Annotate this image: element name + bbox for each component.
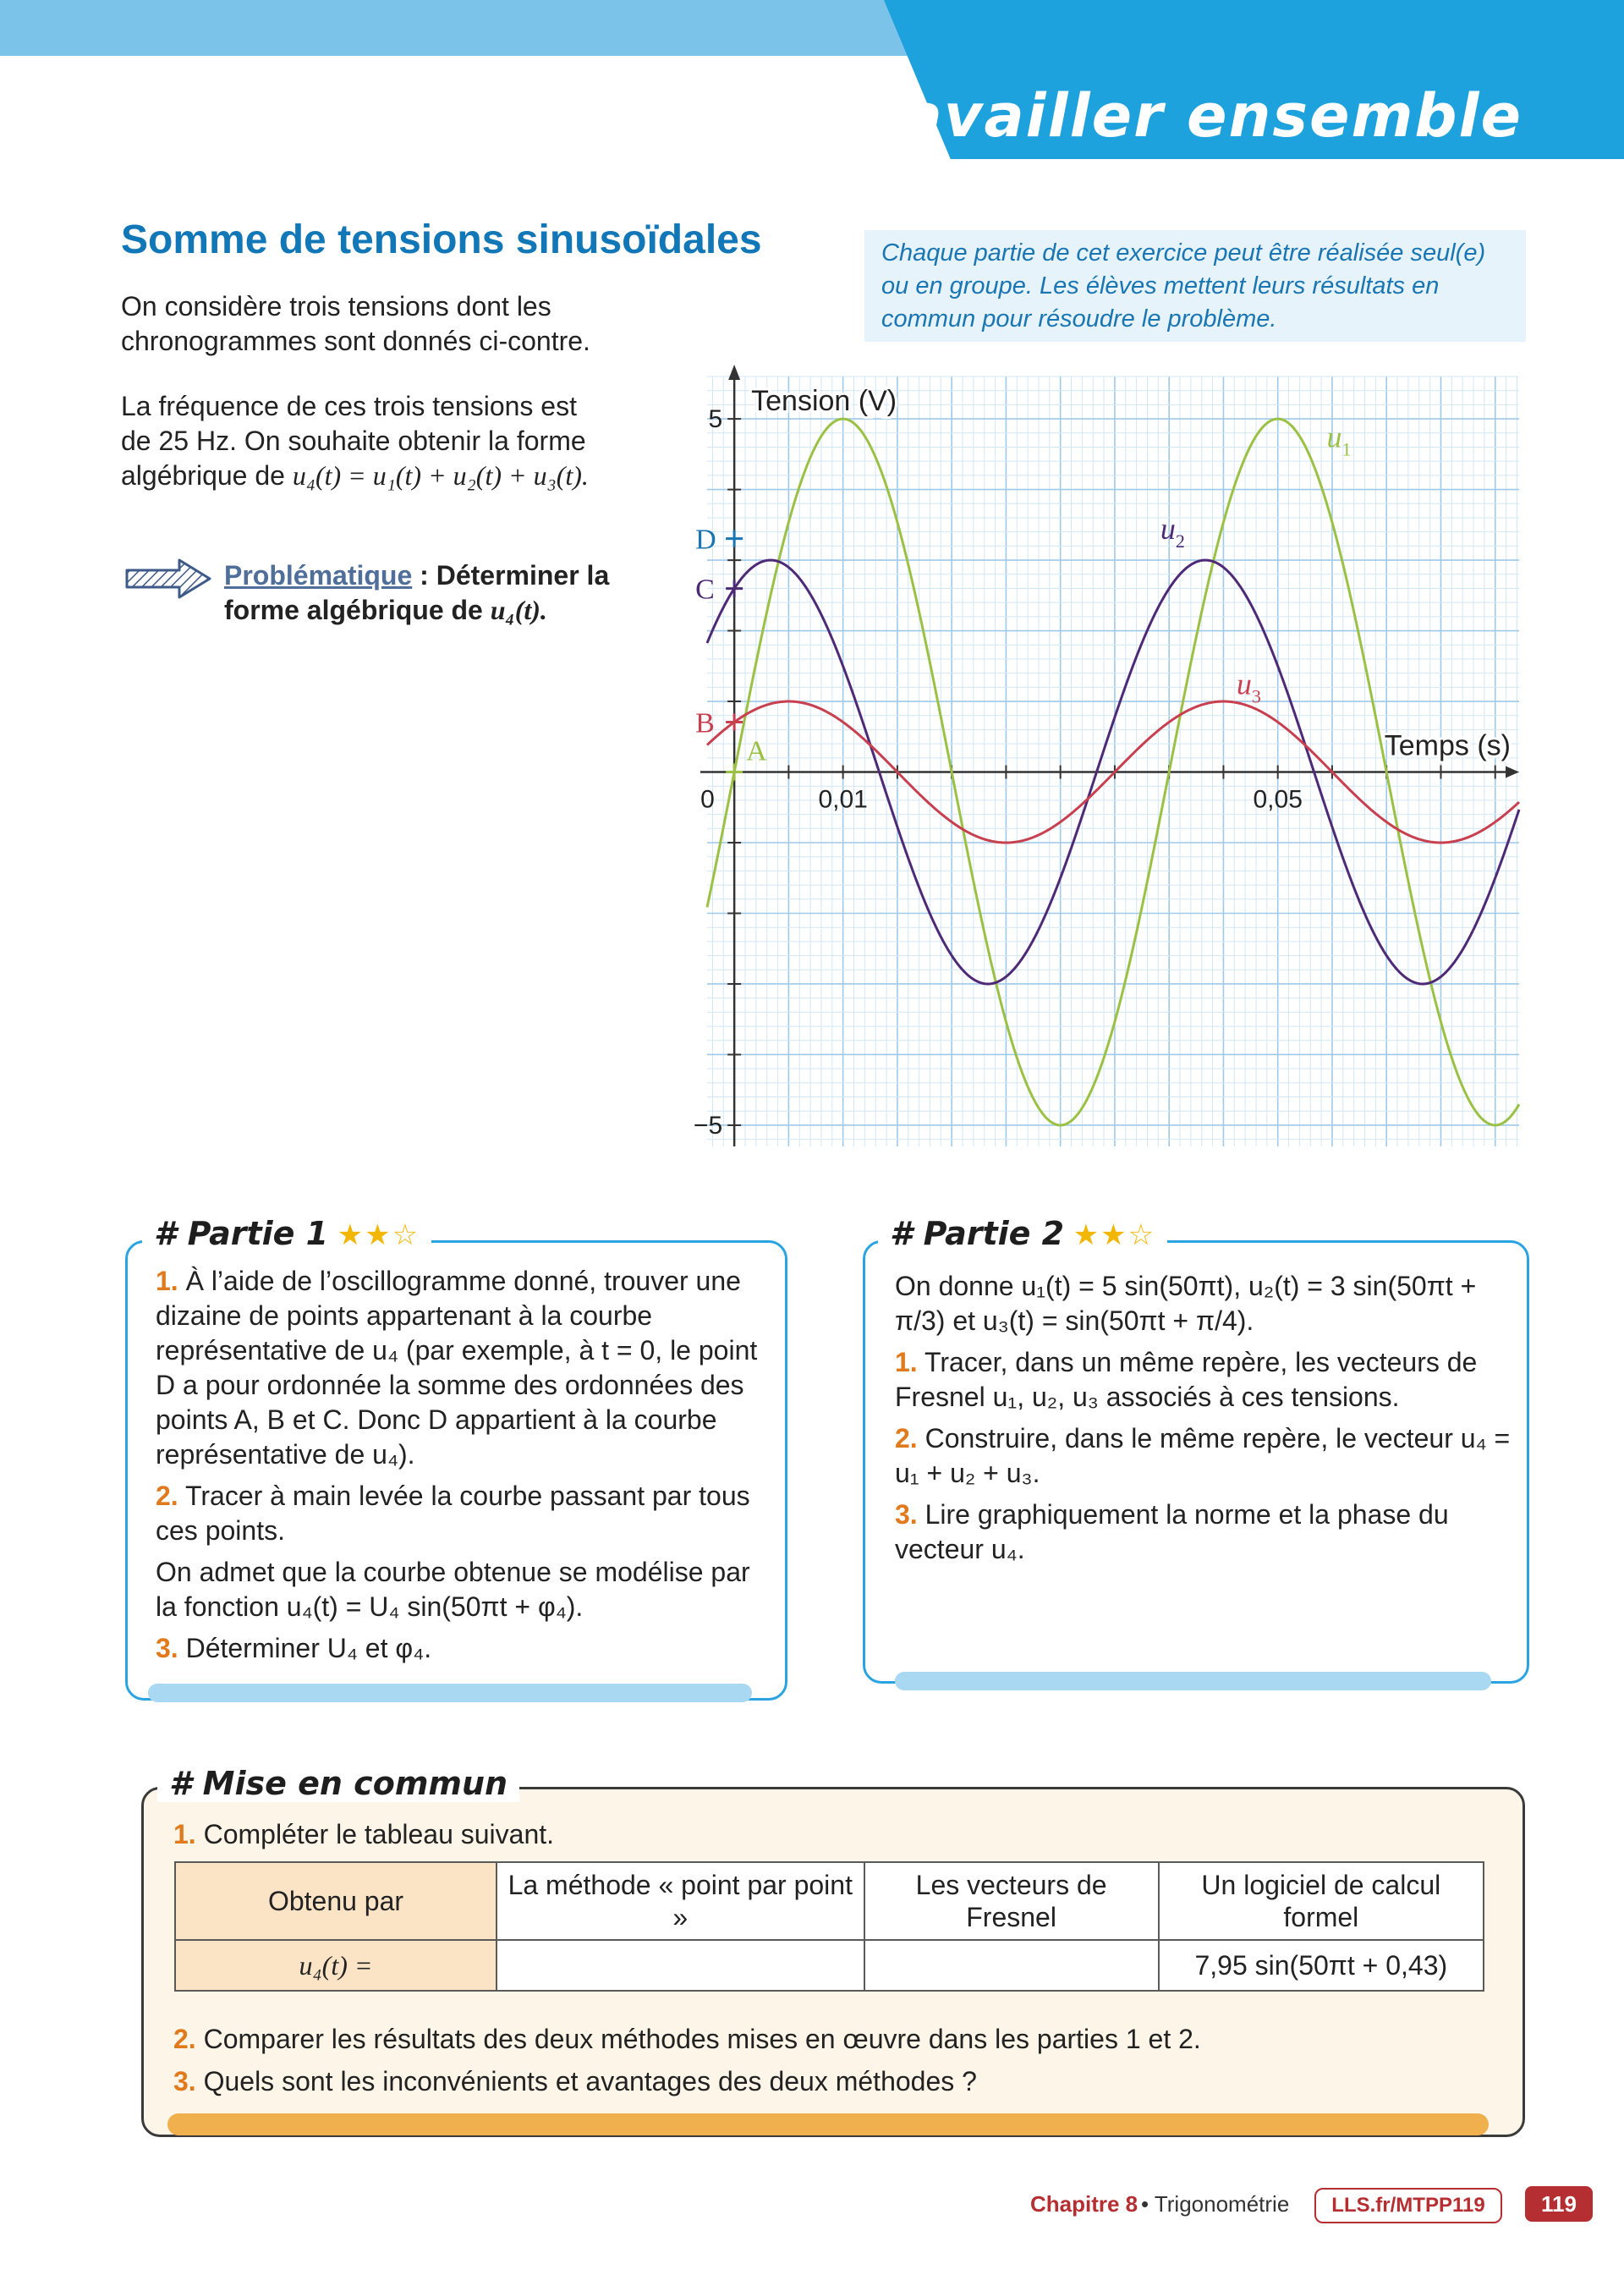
part1-highlight [148,1684,752,1702]
problem-statement [224,558,664,628]
intro-text: On considère trois tensions dont les chronogrammes sont donnés ci-contre. [121,291,590,356]
frequency-text [121,389,595,493]
q-number: 3. [156,1633,178,1663]
y-axis-arrow-icon [728,365,740,380]
problem-text: : Déterminer la forme algébrique de [224,560,610,625]
part2-q3 [895,1497,1512,1567]
point-label: B [695,707,715,739]
point-label: D [695,524,716,556]
q-number: 3. [173,2066,196,2096]
x-tick-label: 0,05 [1253,785,1303,814]
q-text: Comparer les résultats des deux méthodes mises en œuvre dans les parties 1 et 2. [195,2024,1201,2054]
y-tick-label: 5 [708,405,723,434]
x-axis-label: Temps (s) [1384,729,1511,762]
q-number: 3. [895,1499,918,1530]
part1-heading: # Partie 1 [154,1215,329,1252]
part1-q2 [156,1479,765,1548]
table-row [175,1940,1484,1991]
q-text: Tracer à main levée la courbe passant par tous ces points. [156,1481,750,1546]
part2-q2 [895,1421,1512,1491]
part2-stars-icon: ★★☆ [1073,1219,1156,1251]
q-number: 1. [895,1347,918,1377]
part1-title [142,1215,431,1253]
table-header-cell: La méthode « point par point » [497,1862,864,1940]
q-number: 1. [173,1819,196,1849]
common-q1 [173,1817,554,1852]
q-text: Construire, dans le même repère, le vecteur u₄ = u₁ + u₂ + u₃. [895,1423,1511,1488]
q-number: 2. [895,1423,918,1453]
results-table [174,1861,1484,1992]
section-title: Somme de tensions sinusoïdales [121,217,762,262]
q-text: À l’aide de l’oscillogramme donné, trouver une dizaine de points appartenant à la courbe représentative de u₄ (par exemple, à t = 0, le point D a pour ordonnée la somme des ordonnées des points A, B et C. Donc D appartient à la courbe représentative de u₄). [156,1266,758,1470]
part1-q1 [156,1264,765,1472]
part2-heading: # Partie 2 [890,1215,1065,1252]
problem-label: Problématique [224,560,413,591]
page-number: 119 [1525,2186,1593,2222]
series-label-u1: $u_1$ [1326,420,1352,460]
series-label-u2: $u_2$ [1160,512,1185,552]
common-highlight [167,2113,1489,2135]
part2-content [895,1269,1512,1574]
point-label: A [746,735,767,767]
part2-highlight [895,1672,1491,1690]
x-tick-label: 0 [700,785,715,814]
q-text: Tracer, dans un même repère, les vecteurs de Fresnel u₁, u₂, u₃ associés à ces tensions. [895,1347,1478,1412]
series-label-sub: 2 [1175,530,1185,552]
part1-content [156,1264,765,1673]
q-text: Compléter le tableau suivant. [195,1819,555,1849]
table-cell [497,1940,864,1991]
x-tick-label: 0,01 [818,785,868,814]
series-label-sub: 1 [1341,438,1352,460]
series-label-sub: 3 [1251,685,1261,707]
part1-q3 [156,1631,765,1666]
table-header-cell: Les vecteurs de Fresnel [864,1862,1159,1940]
footer-link[interactable]: LLS.fr/MTPP119 [1314,2188,1502,2223]
page-title: Travailler ensemble [836,81,1522,151]
y-axis-label: Tension (V) [751,385,897,417]
footer-topic: • Trigonométrie [1141,2191,1290,2217]
common-title: # Mise en commun [157,1765,519,1802]
q-text: Lire graphiquement la norme et la phase du vecteur u₄. [895,1499,1449,1564]
chronogram-chart [693,364,1528,1151]
q-number: 2. [173,2024,196,2054]
table-cell: 7,95 sin(50πt + 0,43) [1159,1940,1484,1991]
part1-model: On admet que la courbe obtenue se modélise par la fonction u₄(t) = U₄ sin(50πt + φ₄). [156,1557,750,1622]
q-number: 2. [156,1481,178,1511]
y-tick-label: −5 [693,1111,723,1140]
problem-formula: u₄(t). [490,595,547,625]
info-box: Chaque partie de cet exercice peut être réalisée seul(e) ou en groupe. Les élèves mettent leurs résultats en commun pour résoudre le problème. [864,230,1526,342]
table-cell: u₄(t) = [175,1940,497,1991]
part2-q1 [895,1345,1512,1415]
table-header-cell: Obtenu par [175,1862,497,1940]
part1-stars-icon: ★★☆ [337,1219,420,1251]
part2-given: On donne u₁(t) = 5 sin(50πt), u₂(t) = 3 sin(50πt + π/3) et u₃(t) = sin(50πt + π/4). [895,1271,1477,1336]
table-header-cell: Un logiciel de calcul formel [1159,1862,1484,1940]
part2-title [878,1215,1167,1253]
common-q3 [173,2064,977,2099]
table-cell [864,1940,1159,1991]
point-label: C [695,574,715,606]
common-q2 [173,2022,1201,2057]
q-text: Quels sont les inconvénients et avantages des deux méthodes ? [195,2066,977,2096]
footer-chapter: Chapitre 8 [1030,2191,1138,2217]
table-row [175,1862,1484,1940]
q-number: 1. [156,1266,178,1296]
arrow-pencil-icon [123,557,213,601]
series-label-u3: $u_3$ [1236,667,1261,707]
frequency-sentence: La fréquence de ces trois tensions est de 25 Hz. On souhaite obtenir la forme algébrique de [121,391,586,491]
frequency-formula: u₄(t) = u₁(t) + u₂(t) + u₃(t). [292,460,589,491]
q-text: Déterminer U₄ et φ₄. [178,1633,432,1663]
